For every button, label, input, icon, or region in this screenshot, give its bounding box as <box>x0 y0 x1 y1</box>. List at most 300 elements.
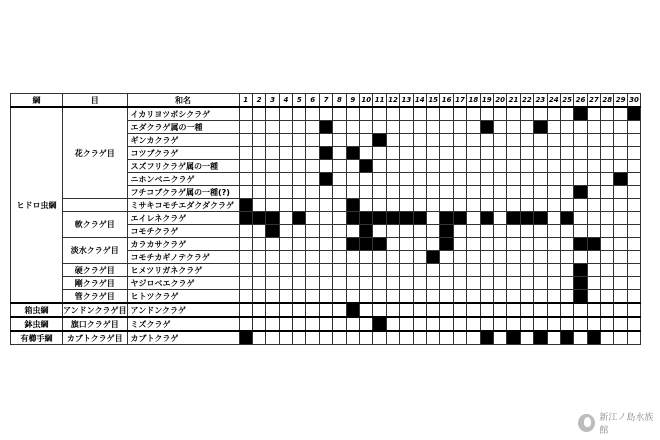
day-header: 18 <box>467 94 480 108</box>
empty-cell <box>467 251 480 264</box>
empty-cell <box>614 160 627 173</box>
empty-cell <box>520 317 533 331</box>
observed-mark <box>587 331 600 345</box>
empty-cell <box>319 212 332 225</box>
empty-cell <box>239 238 252 251</box>
empty-cell <box>413 277 426 290</box>
species-name-cell: エイレネクラゲ <box>127 212 239 225</box>
species-name-cell: アンドンクラゲ <box>127 303 239 317</box>
observed-mark <box>587 238 600 251</box>
empty-cell <box>440 160 453 173</box>
empty-cell <box>627 238 640 251</box>
observed-mark <box>574 107 587 121</box>
empty-cell <box>507 186 520 199</box>
observed-mark <box>400 212 413 225</box>
species-name-cell: スズフリクラゲ属の一種 <box>127 160 239 173</box>
empty-cell <box>239 147 252 160</box>
empty-cell <box>453 317 466 331</box>
empty-cell <box>266 264 279 277</box>
order-cell: 花クラゲ目 <box>63 107 128 199</box>
empty-cell <box>560 147 573 160</box>
empty-cell <box>601 277 614 290</box>
empty-cell <box>252 134 265 147</box>
empty-cell <box>293 225 306 238</box>
empty-cell <box>627 225 640 238</box>
day-header: 6 <box>306 94 319 108</box>
empty-cell <box>560 303 573 317</box>
observed-mark <box>427 251 440 264</box>
empty-cell <box>427 212 440 225</box>
empty-cell <box>373 121 386 134</box>
empty-cell <box>293 264 306 277</box>
observed-mark <box>252 212 265 225</box>
empty-cell <box>480 147 493 160</box>
species-name-cell: コモチクラゲ <box>127 225 239 238</box>
order-cell: 管クラゲ目 <box>63 290 128 304</box>
species-name-cell: ヒメツリガネクラゲ <box>127 264 239 277</box>
empty-cell <box>560 277 573 290</box>
empty-cell <box>346 277 359 290</box>
empty-cell <box>587 147 600 160</box>
empty-cell <box>520 303 533 317</box>
table-body <box>11 107 641 345</box>
empty-cell <box>306 107 319 121</box>
table-row <box>11 331 641 345</box>
empty-cell <box>560 225 573 238</box>
empty-cell <box>306 303 319 317</box>
empty-cell <box>333 134 346 147</box>
empty-cell <box>239 160 252 173</box>
empty-cell <box>427 331 440 345</box>
empty-cell <box>279 160 292 173</box>
empty-cell <box>427 277 440 290</box>
empty-cell <box>507 290 520 304</box>
empty-cell <box>440 317 453 331</box>
empty-cell <box>587 277 600 290</box>
empty-cell <box>493 303 506 317</box>
empty-cell <box>306 238 319 251</box>
empty-cell <box>427 290 440 304</box>
empty-cell <box>239 225 252 238</box>
empty-cell <box>360 331 373 345</box>
empty-cell <box>587 121 600 134</box>
empty-cell <box>480 317 493 331</box>
empty-cell <box>360 290 373 304</box>
empty-cell <box>413 173 426 186</box>
day-header: 10 <box>360 94 373 108</box>
empty-cell <box>493 121 506 134</box>
empty-cell <box>507 147 520 160</box>
empty-cell <box>520 238 533 251</box>
day-header: 24 <box>547 94 560 108</box>
empty-cell <box>440 303 453 317</box>
day-header: 20 <box>493 94 506 108</box>
empty-cell <box>601 251 614 264</box>
empty-cell <box>440 331 453 345</box>
empty-cell <box>601 238 614 251</box>
empty-cell <box>601 121 614 134</box>
empty-cell <box>266 303 279 317</box>
empty-cell <box>319 238 332 251</box>
empty-cell <box>560 238 573 251</box>
empty-cell <box>252 317 265 331</box>
empty-cell <box>360 199 373 212</box>
empty-cell <box>279 238 292 251</box>
empty-cell <box>293 331 306 345</box>
day-header: 9 <box>346 94 359 108</box>
empty-cell <box>627 331 640 345</box>
empty-cell <box>400 303 413 317</box>
observed-mark <box>534 212 547 225</box>
observed-mark <box>319 147 332 160</box>
aquarium-logo-icon <box>578 414 595 432</box>
species-name-cell: コモチカギノテクラゲ <box>127 251 239 264</box>
empty-cell <box>453 290 466 304</box>
empty-cell <box>534 238 547 251</box>
empty-cell <box>560 317 573 331</box>
empty-cell <box>306 290 319 304</box>
empty-cell <box>520 160 533 173</box>
empty-cell <box>252 199 265 212</box>
empty-cell <box>574 121 587 134</box>
empty-cell <box>252 107 265 121</box>
empty-cell <box>574 160 587 173</box>
empty-cell <box>306 121 319 134</box>
empty-cell <box>333 147 346 160</box>
empty-cell <box>493 147 506 160</box>
empty-cell <box>574 134 587 147</box>
empty-cell <box>386 290 399 304</box>
empty-cell <box>333 317 346 331</box>
empty-cell <box>453 238 466 251</box>
empty-cell <box>279 173 292 186</box>
empty-cell <box>601 212 614 225</box>
empty-cell <box>346 290 359 304</box>
empty-cell <box>386 238 399 251</box>
empty-cell <box>427 107 440 121</box>
empty-cell <box>453 303 466 317</box>
day-header: 14 <box>413 94 426 108</box>
empty-cell <box>507 160 520 173</box>
empty-cell <box>587 134 600 147</box>
empty-cell <box>493 199 506 212</box>
empty-cell <box>413 121 426 134</box>
empty-cell <box>346 134 359 147</box>
empty-cell <box>293 160 306 173</box>
empty-cell <box>507 107 520 121</box>
empty-cell <box>413 186 426 199</box>
empty-cell <box>293 199 306 212</box>
empty-cell <box>293 277 306 290</box>
empty-cell <box>400 225 413 238</box>
empty-cell <box>279 186 292 199</box>
day-header: 4 <box>279 94 292 108</box>
empty-cell <box>520 277 533 290</box>
empty-cell <box>453 225 466 238</box>
day-header: 22 <box>520 94 533 108</box>
empty-cell <box>400 186 413 199</box>
empty-cell <box>520 290 533 304</box>
observed-mark <box>373 317 386 331</box>
empty-cell <box>587 290 600 304</box>
day-header: 29 <box>614 94 627 108</box>
empty-cell <box>373 303 386 317</box>
empty-cell <box>534 147 547 160</box>
table-row <box>11 317 641 331</box>
empty-cell <box>467 121 480 134</box>
empty-cell <box>360 317 373 331</box>
empty-cell <box>507 303 520 317</box>
empty-cell <box>520 264 533 277</box>
observed-mark <box>293 212 306 225</box>
empty-cell <box>413 264 426 277</box>
empty-cell <box>400 121 413 134</box>
empty-cell <box>386 160 399 173</box>
empty-cell <box>360 107 373 121</box>
empty-cell <box>480 290 493 304</box>
empty-cell <box>346 121 359 134</box>
empty-cell <box>440 134 453 147</box>
empty-cell <box>601 290 614 304</box>
empty-cell <box>440 251 453 264</box>
empty-cell <box>279 331 292 345</box>
species-name-cell: カラカサクラゲ <box>127 238 239 251</box>
day-header: 23 <box>534 94 547 108</box>
order-cell: 剛クラゲ目 <box>63 277 128 290</box>
empty-cell <box>279 225 292 238</box>
class-cell: 鉢虫綱 <box>11 317 63 331</box>
empty-cell <box>440 186 453 199</box>
empty-cell <box>346 160 359 173</box>
empty-cell <box>386 225 399 238</box>
header-order: 目 <box>63 94 128 108</box>
empty-cell <box>373 186 386 199</box>
empty-cell <box>333 173 346 186</box>
empty-cell <box>467 264 480 277</box>
empty-cell <box>453 121 466 134</box>
day-header: 21 <box>507 94 520 108</box>
empty-cell <box>614 186 627 199</box>
empty-cell <box>319 107 332 121</box>
empty-cell <box>239 317 252 331</box>
empty-cell <box>587 264 600 277</box>
empty-cell <box>373 331 386 345</box>
empty-cell <box>360 173 373 186</box>
empty-cell <box>614 121 627 134</box>
empty-cell <box>480 303 493 317</box>
empty-cell <box>453 251 466 264</box>
empty-cell <box>601 331 614 345</box>
empty-cell <box>507 317 520 331</box>
day-header: 8 <box>333 94 346 108</box>
empty-cell <box>386 147 399 160</box>
empty-cell <box>266 186 279 199</box>
observed-mark <box>360 212 373 225</box>
empty-cell <box>534 225 547 238</box>
class-cell: 有櫛手綱 <box>11 331 63 345</box>
empty-cell <box>413 251 426 264</box>
empty-cell <box>627 303 640 317</box>
empty-cell <box>480 186 493 199</box>
empty-cell <box>400 173 413 186</box>
empty-cell <box>413 238 426 251</box>
day-header: 3 <box>266 94 279 108</box>
empty-cell <box>266 173 279 186</box>
empty-cell <box>333 212 346 225</box>
table-row <box>11 303 641 317</box>
empty-cell <box>386 277 399 290</box>
empty-cell <box>493 238 506 251</box>
empty-cell <box>279 264 292 277</box>
observed-mark <box>386 212 399 225</box>
empty-cell <box>614 277 627 290</box>
day-header: 1 <box>239 94 252 108</box>
empty-cell <box>547 303 560 317</box>
empty-cell <box>453 199 466 212</box>
observed-mark <box>480 331 493 345</box>
empty-cell <box>306 134 319 147</box>
table-row <box>11 264 641 277</box>
empty-cell <box>587 317 600 331</box>
empty-cell <box>252 290 265 304</box>
empty-cell <box>587 251 600 264</box>
empty-cell <box>360 264 373 277</box>
empty-cell <box>493 212 506 225</box>
empty-cell <box>627 186 640 199</box>
header-name: 和名 <box>127 94 239 108</box>
empty-cell <box>306 160 319 173</box>
day-header: 7 <box>319 94 332 108</box>
empty-cell <box>547 251 560 264</box>
empty-cell <box>507 277 520 290</box>
empty-cell <box>319 251 332 264</box>
empty-cell <box>266 317 279 331</box>
empty-cell <box>614 225 627 238</box>
empty-cell <box>319 160 332 173</box>
empty-cell <box>319 134 332 147</box>
empty-cell <box>520 134 533 147</box>
empty-cell <box>507 264 520 277</box>
empty-cell <box>413 303 426 317</box>
empty-cell <box>427 303 440 317</box>
empty-cell <box>279 303 292 317</box>
empty-cell <box>614 238 627 251</box>
empty-cell <box>252 251 265 264</box>
observed-mark <box>574 238 587 251</box>
empty-cell <box>306 277 319 290</box>
order-cell: 軟クラゲ目 <box>63 212 128 238</box>
empty-cell <box>574 212 587 225</box>
header-row <box>11 94 641 108</box>
empty-cell <box>319 331 332 345</box>
empty-cell <box>279 121 292 134</box>
empty-cell <box>480 160 493 173</box>
empty-cell <box>614 331 627 345</box>
empty-cell <box>493 331 506 345</box>
empty-cell <box>507 238 520 251</box>
empty-cell <box>239 107 252 121</box>
empty-cell <box>560 186 573 199</box>
empty-cell <box>346 251 359 264</box>
empty-cell <box>279 277 292 290</box>
day-header: 13 <box>400 94 413 108</box>
empty-cell <box>252 173 265 186</box>
empty-cell <box>427 199 440 212</box>
empty-cell <box>239 173 252 186</box>
empty-cell <box>319 225 332 238</box>
empty-cell <box>333 264 346 277</box>
empty-cell <box>413 107 426 121</box>
empty-cell <box>333 121 346 134</box>
observed-mark <box>440 238 453 251</box>
empty-cell <box>534 107 547 121</box>
empty-cell <box>520 107 533 121</box>
empty-cell <box>400 317 413 331</box>
empty-cell <box>520 173 533 186</box>
empty-cell <box>587 173 600 186</box>
empty-cell <box>627 277 640 290</box>
empty-cell <box>480 199 493 212</box>
empty-cell <box>319 186 332 199</box>
empty-cell <box>547 134 560 147</box>
day-header: 26 <box>574 94 587 108</box>
empty-cell <box>547 331 560 345</box>
observed-mark <box>534 121 547 134</box>
order-cell: アンドンクラゲ目 <box>63 303 128 317</box>
empty-cell <box>427 173 440 186</box>
empty-cell <box>266 160 279 173</box>
table-row <box>11 212 641 225</box>
empty-cell <box>467 212 480 225</box>
empty-cell <box>560 134 573 147</box>
empty-cell <box>560 264 573 277</box>
empty-cell <box>547 173 560 186</box>
species-name-cell: ギンカクラゲ <box>127 134 239 147</box>
empty-cell <box>346 225 359 238</box>
empty-cell <box>252 331 265 345</box>
observed-mark <box>266 225 279 238</box>
empty-cell <box>440 173 453 186</box>
empty-cell <box>427 225 440 238</box>
empty-cell <box>601 134 614 147</box>
empty-cell <box>333 303 346 317</box>
empty-cell <box>239 290 252 304</box>
empty-cell <box>507 121 520 134</box>
empty-cell <box>453 160 466 173</box>
empty-cell <box>306 212 319 225</box>
empty-cell <box>266 290 279 304</box>
empty-cell <box>493 173 506 186</box>
species-name-cell: ミズクラゲ <box>127 317 239 331</box>
species-name-cell: フチコブクラゲ属の一種(?) <box>127 186 239 199</box>
empty-cell <box>547 147 560 160</box>
empty-cell <box>279 199 292 212</box>
empty-cell <box>601 303 614 317</box>
empty-cell <box>319 277 332 290</box>
empty-cell <box>386 121 399 134</box>
empty-cell <box>239 186 252 199</box>
empty-cell <box>627 134 640 147</box>
day-header: 16 <box>440 94 453 108</box>
empty-cell <box>587 186 600 199</box>
empty-cell <box>413 317 426 331</box>
empty-cell <box>333 199 346 212</box>
empty-cell <box>534 134 547 147</box>
empty-cell <box>507 199 520 212</box>
empty-cell <box>601 160 614 173</box>
empty-cell <box>520 186 533 199</box>
empty-cell <box>614 147 627 160</box>
